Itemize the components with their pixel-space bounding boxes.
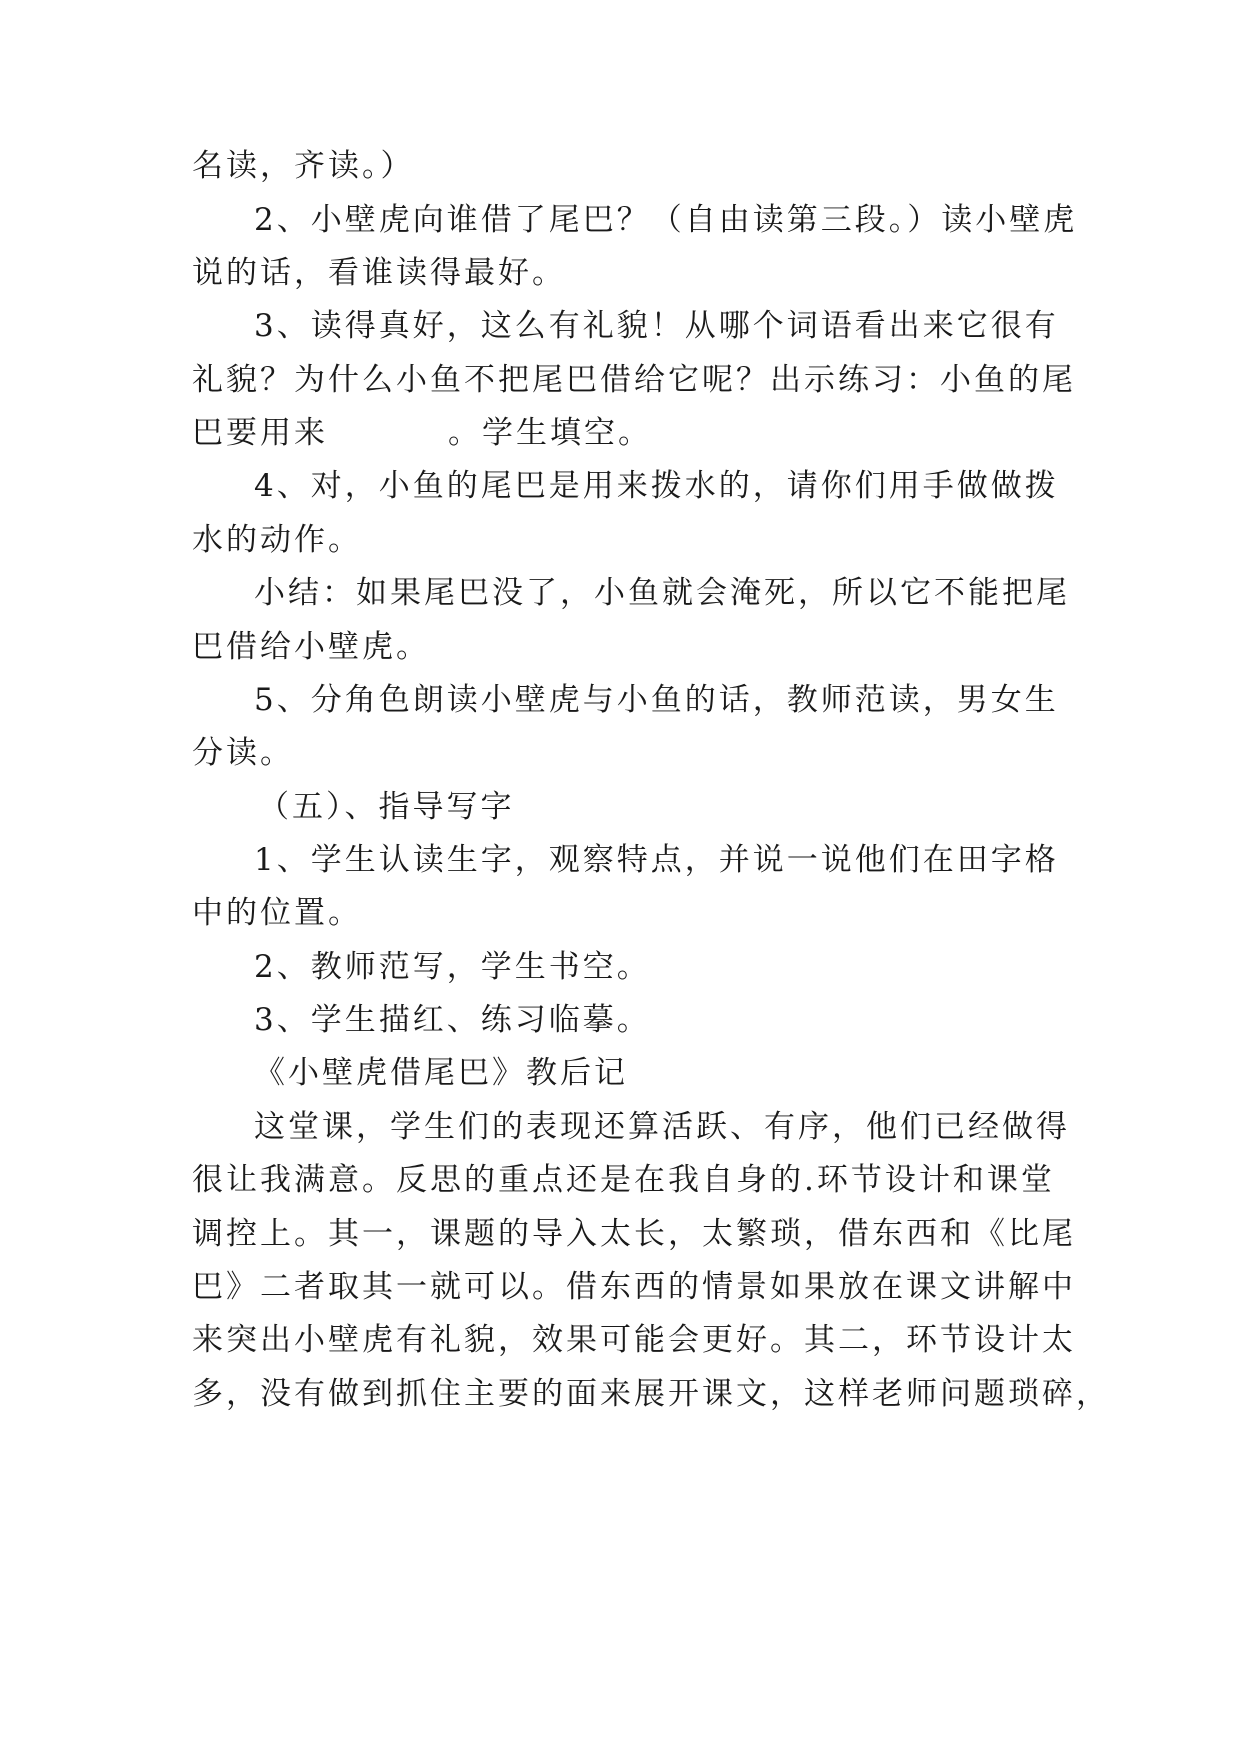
text-segment: 。学生填空。	[448, 415, 652, 451]
text-line: 1、学生认读生字，观察特点，并说一说他们在田字格	[254, 842, 1059, 878]
text-line: 3、学生描红、练习临摹。	[254, 1002, 651, 1038]
text-line: 多，没有做到抓住主要的面来展开课文，这样老师问题琐碎，	[192, 1376, 1110, 1412]
text-line: 来突出小壁虎有礼貌，效果可能会更好。其二，环节设计太	[192, 1322, 1076, 1358]
text-line: 这堂课，学生们的表现还算活跃、有序，他们已经做得	[254, 1109, 1070, 1145]
text-line: 很让我满意。反思的重点还是在我自身的.环节设计和课堂	[192, 1162, 1055, 1198]
text-line: 3、读得真好，这么有礼貌！从哪个词语看出来它很有	[254, 308, 1059, 344]
text-line-with-blank	[192, 413, 652, 453]
section-heading: （五）、指导写字	[258, 789, 515, 825]
text-line: 4、对，小鱼的尾巴是用来拨水的，请你们用手做做拨	[254, 468, 1059, 504]
text-line: 5、分角色朗读小壁虎与小鱼的话，教师范读，男女生	[254, 682, 1059, 718]
text-line: 小结：如果尾巴没了，小鱼就会淹死，所以它不能把尾	[254, 575, 1070, 611]
section-heading: 《小壁虎借尾巴》教后记	[254, 1055, 628, 1091]
text-line: 水的动作。	[192, 522, 362, 558]
text-segment: 巴要用来	[192, 415, 328, 451]
text-line: 分读。	[192, 735, 294, 771]
text-line: 2、教师范写，学生书空。	[254, 949, 651, 985]
text-line: 巴借给小壁虎。	[192, 629, 430, 665]
text-line: 巴》二者取其一就可以。借东西的情景如果放在课文讲解中	[192, 1269, 1076, 1305]
text-line: 名读，齐读。）	[192, 148, 415, 184]
text-line: 说的话，看谁读得最好。	[192, 255, 566, 291]
text-line: 2、小壁虎向谁借了尾巴？（自由读第三段。）读小壁虎	[254, 202, 1078, 238]
text-line: 中的位置。	[192, 895, 362, 931]
text-line: 礼貌？为什么小鱼不把尾巴借给它呢？出示练习：小鱼的尾	[192, 362, 1076, 398]
text-line: 调控上。其一，课题的导入太长，太繁琐，借东西和《比尾	[192, 1216, 1076, 1252]
